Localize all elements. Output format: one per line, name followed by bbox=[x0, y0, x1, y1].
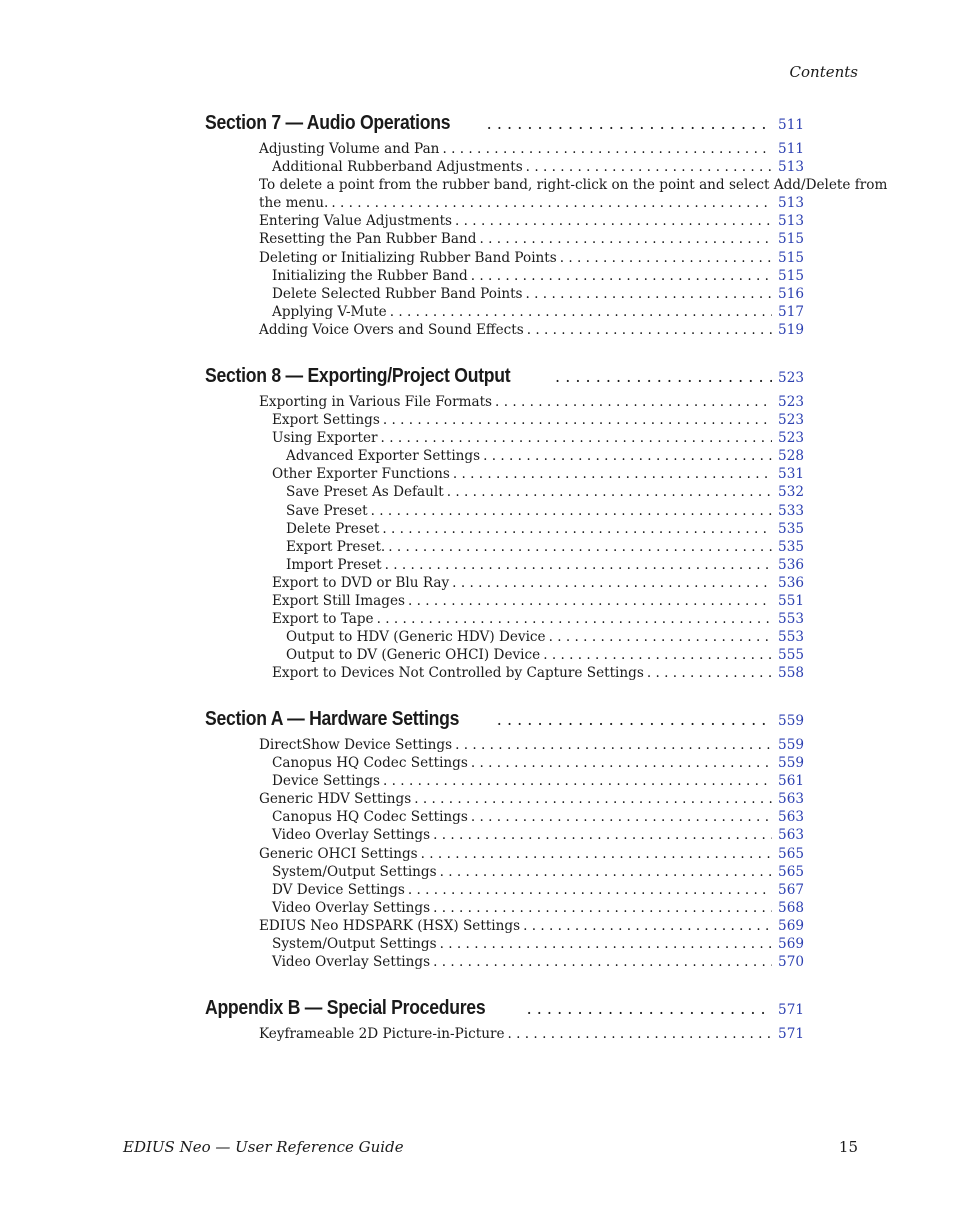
section-title: Appendix B — Special Procedures bbox=[205, 997, 486, 1019]
toc-entry-label: Canopus HQ Codec Settings bbox=[272, 809, 468, 826]
dot-leader bbox=[508, 1025, 773, 1043]
footer-title: EDIUS Neo — User Reference Guide bbox=[123, 1138, 404, 1156]
dot-leader bbox=[433, 899, 772, 917]
toc-entry-label: Device Settings bbox=[272, 773, 381, 790]
toc-entry[interactable] bbox=[205, 267, 804, 285]
page-link[interactable]: 515 bbox=[778, 267, 804, 284]
dot-leader bbox=[440, 935, 772, 953]
toc-entry[interactable] bbox=[205, 899, 804, 917]
toc-section-heading[interactable] bbox=[205, 112, 804, 140]
dot-leader bbox=[526, 158, 772, 176]
page-link[interactable]: 535 bbox=[778, 520, 804, 537]
page-link[interactable]: 567 bbox=[778, 881, 804, 898]
page-link[interactable]: 519 bbox=[778, 321, 804, 338]
dot-leader bbox=[487, 114, 772, 133]
page-link[interactable]: 571 bbox=[778, 1002, 804, 1018]
toc-entry[interactable] bbox=[205, 808, 804, 826]
dot-leader bbox=[433, 953, 772, 971]
dot-leader bbox=[523, 917, 772, 935]
dot-leader bbox=[421, 845, 772, 863]
toc-entry-label: Output to DV (Generic OHCI) Device bbox=[286, 647, 541, 664]
page-link[interactable]: 511 bbox=[778, 117, 804, 133]
dot-leader bbox=[447, 483, 772, 501]
dot-leader bbox=[452, 574, 772, 592]
toc-entry-label: Other Exporter Functions bbox=[272, 466, 450, 483]
page-link[interactable]: 515 bbox=[778, 249, 804, 266]
dot-leader bbox=[471, 754, 772, 772]
dot-leader bbox=[390, 303, 772, 321]
toc-entry[interactable] bbox=[205, 303, 804, 321]
toc-entry-label: Import Preset bbox=[286, 556, 382, 573]
toc-entry[interactable] bbox=[205, 881, 804, 899]
dot-leader bbox=[385, 556, 772, 574]
toc-entry-label: Export Preset. bbox=[286, 538, 386, 555]
toc-entry[interactable] bbox=[205, 772, 804, 790]
toc-entry[interactable] bbox=[205, 447, 804, 465]
toc-entry[interactable] bbox=[205, 935, 804, 953]
toc-entry[interactable] bbox=[205, 212, 804, 230]
dot-leader bbox=[560, 249, 772, 267]
dot-leader bbox=[549, 628, 772, 646]
page-link[interactable]: 559 bbox=[778, 755, 804, 772]
toc-entry-label: Export to Tape bbox=[272, 611, 374, 628]
dot-leader bbox=[495, 393, 772, 411]
page-link[interactable]: 532 bbox=[778, 484, 804, 501]
toc-entry[interactable] bbox=[205, 538, 804, 556]
toc-entry-label: Applying V-Mute bbox=[272, 303, 387, 320]
toc-entry[interactable] bbox=[205, 863, 804, 881]
page-link[interactable]: 531 bbox=[778, 466, 804, 483]
toc-entry[interactable] bbox=[205, 483, 804, 501]
page-link[interactable]: 565 bbox=[778, 863, 804, 880]
toc-section bbox=[205, 708, 804, 971]
toc-entry-label: Deleting or Initializing Rubber Band Points bbox=[259, 249, 557, 266]
dot-leader bbox=[527, 999, 772, 1018]
page-link[interactable]: 571 bbox=[778, 1026, 804, 1042]
toc-entry[interactable] bbox=[205, 790, 804, 808]
toc-entry[interactable] bbox=[205, 610, 804, 628]
page-link[interactable]: 553 bbox=[778, 611, 804, 628]
page-link[interactable]: 513 bbox=[778, 213, 804, 230]
toc-entry-label: Entering Value Adjustments bbox=[259, 213, 453, 230]
toc-entry-label: System/Output Settings bbox=[272, 936, 437, 953]
page-link[interactable]: 559 bbox=[778, 713, 804, 729]
toc-entry-label: Export to DVD or Blu Ray bbox=[272, 574, 450, 591]
section-title: Section 7 — Audio Operations bbox=[205, 112, 451, 134]
dot-leader bbox=[555, 367, 772, 386]
toc-entry[interactable] bbox=[205, 736, 804, 754]
dot-leader bbox=[479, 230, 772, 248]
toc-entry-label: Output to HDV (Generic HDV) Device bbox=[286, 629, 546, 646]
toc-entry-label: DirectShow Device Settings bbox=[259, 737, 453, 753]
page-link[interactable]: 570 bbox=[778, 954, 804, 971]
dot-leader bbox=[331, 194, 772, 212]
toc-entry-label: DV Device Settings bbox=[272, 881, 405, 898]
toc-section bbox=[205, 112, 888, 339]
dot-leader bbox=[471, 267, 772, 285]
toc-entry-label: EDIUS Neo HDSPARK (HSX) Settings bbox=[259, 917, 521, 934]
dot-leader bbox=[433, 826, 772, 844]
toc-entry[interactable] bbox=[205, 411, 804, 429]
page-link[interactable]: 561 bbox=[778, 773, 804, 790]
dot-leader bbox=[381, 429, 773, 447]
toc-entry[interactable] bbox=[205, 502, 804, 520]
toc-section-heading[interactable] bbox=[205, 365, 804, 393]
toc-entry[interactable] bbox=[205, 158, 804, 176]
page-link[interactable]: 528 bbox=[778, 448, 804, 465]
section-title: Section A — Hardware Settings bbox=[205, 708, 460, 730]
toc-entry-label: Exporting in Various File Formats bbox=[259, 394, 493, 410]
running-head: Contents bbox=[789, 63, 858, 81]
toc-entry-label: Initializing the Rubber Band bbox=[272, 267, 468, 284]
toc-entry-label: Save Preset As Default bbox=[286, 484, 444, 501]
toc-entry[interactable] bbox=[205, 429, 804, 447]
page-link[interactable]: 511 bbox=[778, 141, 804, 157]
page-link[interactable]: 563 bbox=[778, 827, 804, 844]
toc-entry[interactable] bbox=[205, 285, 804, 303]
dot-leader bbox=[408, 881, 772, 899]
dot-leader bbox=[440, 863, 772, 881]
dot-leader bbox=[453, 465, 772, 483]
dot-leader bbox=[455, 212, 772, 230]
page-link[interactable]: 551 bbox=[778, 593, 804, 610]
page-link[interactable]: 568 bbox=[778, 899, 804, 916]
toc-entry[interactable] bbox=[205, 1025, 804, 1043]
page-link[interactable]: 563 bbox=[778, 791, 804, 808]
toc-entry[interactable] bbox=[205, 520, 804, 538]
toc-entry-label: Export Still Images bbox=[272, 593, 405, 610]
page-link[interactable]: 516 bbox=[778, 285, 804, 302]
dot-leader bbox=[526, 285, 773, 303]
toc-section bbox=[205, 365, 804, 683]
page-link[interactable]: 513 bbox=[778, 195, 804, 212]
toc-entry[interactable] bbox=[205, 664, 804, 682]
toc-entry-label: Delete Selected Rubber Band Points bbox=[272, 285, 523, 302]
dot-leader bbox=[647, 664, 772, 682]
toc-entry[interactable] bbox=[205, 574, 804, 592]
dot-leader bbox=[527, 321, 772, 339]
footer-page-number: 15 bbox=[838, 1138, 858, 1156]
page-link[interactable]: 533 bbox=[778, 502, 804, 519]
toc-entry-label: Video Overlay Settings bbox=[272, 899, 431, 916]
toc-entry[interactable] bbox=[205, 321, 804, 339]
toc-section-heading[interactable] bbox=[205, 997, 804, 1025]
dot-leader bbox=[382, 520, 772, 538]
toc-entry[interactable] bbox=[205, 628, 804, 646]
dot-leader bbox=[371, 502, 772, 520]
page-link[interactable]: 536 bbox=[778, 574, 804, 591]
section-title: Section 8 — Exporting/Project Output bbox=[205, 365, 511, 387]
page-link[interactable]: 513 bbox=[778, 159, 804, 176]
dot-leader bbox=[383, 411, 772, 429]
page-link[interactable]: 523 bbox=[778, 370, 804, 386]
toc-section bbox=[205, 997, 804, 1043]
page-link[interactable]: 565 bbox=[778, 845, 804, 862]
toc-entry[interactable] bbox=[205, 194, 804, 212]
toc-entry[interactable] bbox=[205, 230, 804, 248]
toc-entry-label: Generic OHCI Settings bbox=[259, 845, 418, 862]
page-link[interactable]: 569 bbox=[778, 917, 804, 934]
toc-entry[interactable] bbox=[205, 592, 804, 610]
dot-leader bbox=[442, 140, 772, 158]
toc-entry-label: Keyframeable 2D Picture-in-Picture bbox=[259, 1026, 505, 1042]
toc-entry[interactable] bbox=[205, 249, 804, 267]
dot-leader bbox=[414, 790, 772, 808]
dot-leader bbox=[455, 736, 772, 754]
toc-entry[interactable] bbox=[205, 465, 804, 483]
page-link[interactable]: 535 bbox=[778, 538, 804, 555]
page-link[interactable]: 563 bbox=[778, 809, 804, 826]
toc-entry-label: Adding Voice Overs and Sound Effects bbox=[259, 321, 524, 338]
toc-entry[interactable] bbox=[205, 826, 804, 844]
page-link[interactable]: 536 bbox=[778, 556, 804, 573]
toc-entry[interactable] bbox=[205, 393, 804, 411]
toc-entry-label: Resetting the Pan Rubber Band bbox=[259, 231, 477, 248]
toc-entry-label: Canopus HQ Codec Settings bbox=[272, 755, 468, 772]
toc-entry[interactable] bbox=[205, 845, 804, 863]
page-link[interactable]: 569 bbox=[778, 936, 804, 953]
toc-entry-label: Using Exporter bbox=[272, 430, 378, 447]
dot-leader bbox=[497, 710, 772, 729]
dot-leader bbox=[471, 808, 772, 826]
toc-entry[interactable] bbox=[205, 556, 804, 574]
toc-entry-label: Generic HDV Settings bbox=[259, 791, 412, 808]
toc-entry-label: Video Overlay Settings bbox=[272, 827, 431, 844]
dot-leader bbox=[408, 592, 772, 610]
page-link[interactable]: 515 bbox=[778, 231, 804, 248]
toc-entry[interactable] bbox=[205, 646, 804, 664]
toc-entry[interactable] bbox=[205, 953, 804, 971]
toc-entry-label: the menu. bbox=[259, 195, 329, 212]
page-link[interactable]: 523 bbox=[778, 412, 804, 429]
toc-entry-label: Export to Devices Not Controlled by Capture Settings bbox=[272, 665, 644, 682]
page-link[interactable]: 523 bbox=[778, 430, 804, 447]
toc-entry-label: Video Overlay Settings bbox=[272, 954, 431, 971]
toc-entry-label: Adjusting Volume and Pan bbox=[259, 141, 440, 157]
dot-leader bbox=[388, 538, 772, 556]
page-link[interactable]: 553 bbox=[778, 629, 804, 646]
dot-leader bbox=[383, 772, 772, 790]
toc-entry-label: System/Output Settings bbox=[272, 863, 437, 880]
toc-entry[interactable] bbox=[205, 754, 804, 772]
dot-leader bbox=[543, 646, 772, 664]
page-link[interactable]: 555 bbox=[778, 647, 804, 664]
toc-entry-text: To delete a point from the rubber band, right-click on the point and select Add/Delete from bbox=[259, 177, 888, 194]
toc-entry[interactable] bbox=[205, 140, 804, 158]
page-link[interactable]: 558 bbox=[778, 665, 804, 682]
page-link[interactable]: 523 bbox=[778, 394, 804, 410]
dot-leader bbox=[377, 610, 772, 628]
dot-leader bbox=[483, 447, 772, 465]
toc-entry-label: Delete Preset bbox=[286, 520, 380, 537]
toc-entry-label: Export Settings bbox=[272, 412, 380, 429]
page-link[interactable]: 559 bbox=[778, 737, 804, 753]
toc-entry-label: Advanced Exporter Settings bbox=[286, 448, 481, 465]
page-link[interactable]: 517 bbox=[778, 303, 804, 320]
toc-entry-label: Additional Rubberband Adjustments bbox=[272, 159, 523, 176]
toc-section-heading[interactable] bbox=[205, 708, 804, 736]
toc-entry-label: Save Preset bbox=[286, 502, 368, 519]
toc-entry[interactable] bbox=[205, 917, 804, 935]
